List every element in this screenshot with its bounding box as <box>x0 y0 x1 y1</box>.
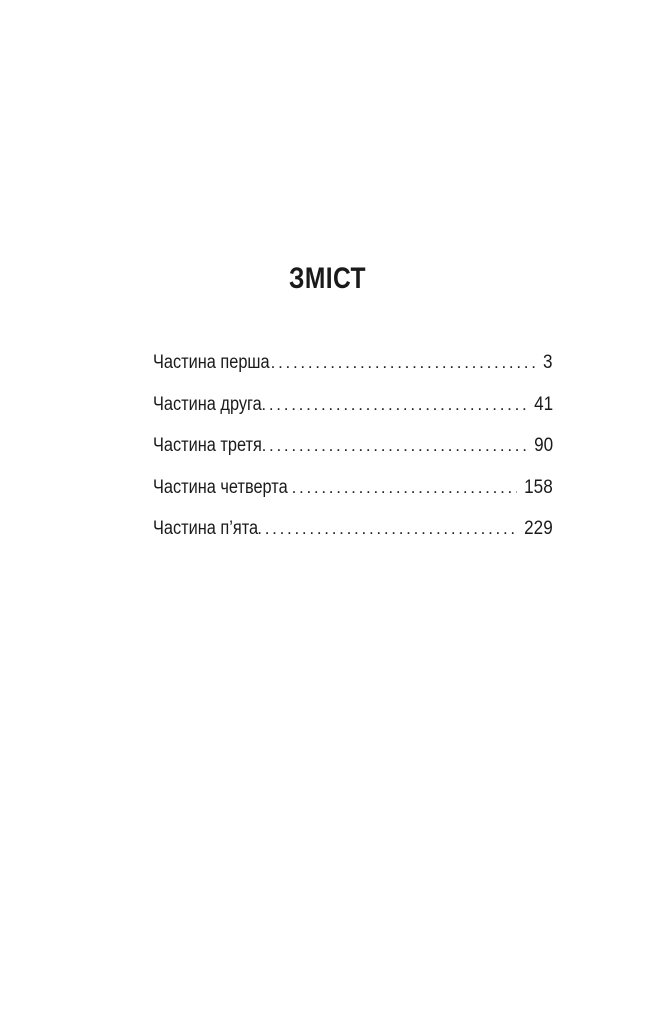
toc-entry-part-5 <box>153 511 553 553</box>
toc-entry-page-number: 90 <box>533 435 553 456</box>
toc-entry-part-3 <box>153 428 553 470</box>
toc-entry-label: Частина друга <box>153 393 262 415</box>
table-of-contents <box>153 345 553 553</box>
toc-entry-part-4 <box>153 470 553 512</box>
dot-leader <box>262 428 528 464</box>
toc-entry-part-1 <box>153 345 553 387</box>
toc-entry-label: Частина четверта <box>153 476 288 498</box>
toc-entry-label: Частина п’ята <box>153 518 259 539</box>
toc-entry-page-number: 158 <box>524 476 553 498</box>
dot-leader <box>261 387 527 423</box>
toc-entry-page-number: 229 <box>524 518 553 539</box>
dot-leader <box>292 470 518 506</box>
dot-leader <box>257 511 517 547</box>
toc-entry-page-number: 3 <box>543 352 553 373</box>
toc-entry-page-number: 41 <box>533 393 553 415</box>
page-title: ЗМІСТ <box>289 262 366 295</box>
dot-leader <box>271 345 539 381</box>
toc-entry-part-2 <box>153 387 553 429</box>
toc-entry-label: Частина третя <box>153 435 262 456</box>
toc-entry-label: Частина перша <box>153 352 270 373</box>
